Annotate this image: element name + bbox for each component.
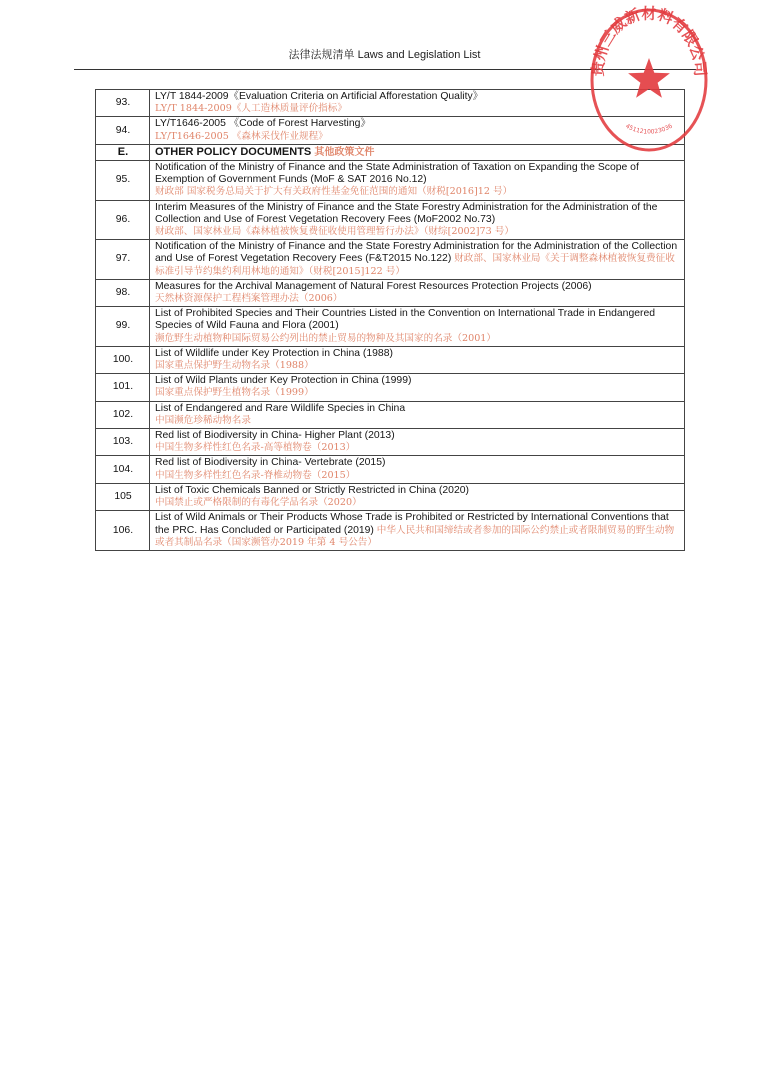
svg-text:贵州三威新材料有限公司: 贵州三威新材料有限公司 (588, 4, 710, 77)
row-number: 95. (96, 161, 150, 201)
document-title-cell (150, 511, 685, 551)
chinese-title: 财政部、国家林业局《关于调整森林植被恢复费征收标准引导节约集约利用林地的通知》（财税[2015]122 号） (155, 253, 675, 277)
row-number: 101. (96, 374, 150, 401)
page-header: 法律法规清单 Laws and Legislation List (288, 49, 481, 61)
english-title: Interim Measures of the Ministry of Finance and the State Forestry Administration for the Administration of the Collection and Use of Forest Vegetation Recovery Fees (MoF2002 No.73) (155, 201, 658, 225)
chinese-title: 中华人民共和国缔结或者参加的国际公约禁止或者限制贸易的野生动物或者其制品名录（国家濒管办2019 年第 4 号公告） (155, 524, 675, 548)
row-number: 99. (96, 307, 150, 347)
row-number: 102. (96, 401, 150, 428)
english-title: Red list of Biodiversity in China- Higher Plant (2013) (155, 430, 395, 442)
english-title: Notification of the Ministry of Finance and the State Administration of Taxation on Expanding the Scope of Exemption of Government Funds (MoF & SAT 2016 No.12) (155, 162, 639, 186)
table-row (96, 374, 685, 401)
row-number: 93. (96, 90, 150, 117)
english-title: List of Wild Plants under Key Protection in China (1999) (155, 375, 412, 387)
laws-table-body (96, 90, 685, 551)
english-title: LY/T 1844-2009《Evaluation Criteria on Artificial Afforestation Quality》 (155, 91, 484, 102)
row-number: 106. (96, 511, 150, 551)
english-title: List of Endangered and Rare Wildlife Species in China (155, 402, 406, 414)
chinese-title: 中国生物多样性红色名录-高等植物卷（2013） (155, 442, 356, 454)
row-number: 94. (96, 117, 150, 144)
english-title: List of Prohibited Species and Their Countries Listed in the Convention on International Trade in Endangered Species of Wild Fauna and Flora (2001) (155, 308, 656, 332)
chinese-title: 中国生物多样性红色名录-脊椎动物卷（2015） (155, 469, 356, 481)
table-row (96, 240, 685, 280)
document-title-cell (150, 374, 685, 401)
row-number: 100. (96, 346, 150, 373)
document-title-cell (150, 346, 685, 373)
chinese-title: LY/T1646-2005 《森林采伐作业规程》 (155, 130, 328, 142)
chinese-title: 财政部、国家林业局《森林植被恢复费征收使用管理暂行办法》（财综[2002]73 号） (155, 226, 514, 238)
english-title: LY/T1646-2005 《Code of Forest Harvesting》 (155, 118, 371, 130)
document-title-cell (150, 279, 685, 306)
laws-table (95, 89, 685, 551)
document-title-cell (150, 200, 685, 240)
document-title-cell (150, 456, 685, 483)
document-title-cell (150, 307, 685, 347)
table-row (96, 161, 685, 201)
document-title-cell (150, 429, 685, 456)
table-row (96, 511, 685, 551)
document-title-cell (150, 161, 685, 201)
english-title: Red list of Biodiversity in China- Vertebrate (2015) (155, 457, 386, 469)
english-title: OTHER POLICY DOCUMENTS (155, 145, 312, 158)
english-title: List of Toxic Chemicals Banned or Strictly Restricted in China (2020) (155, 484, 469, 496)
chinese-title: 天然林资源保护工程档案管理办法（2006） (155, 293, 343, 305)
chinese-title: 国家重点保护野生动物名录（1988） (155, 360, 314, 372)
svg-text:4511210023036: 4511210023036 (624, 122, 674, 136)
table-row (96, 307, 685, 347)
row-number: 97. (96, 240, 150, 280)
row-number: 103. (96, 429, 150, 456)
document-title-cell (150, 483, 685, 510)
chinese-title: 财政部 国家税务总局关于扩大有关政府性基金免征范围的通知（财税[2016]12 号） (155, 186, 513, 198)
chinese-title: 中国禁止或严格限制的有毒化学品名录（2020） (155, 497, 362, 509)
document-title-cell (150, 401, 685, 428)
document-title-cell (150, 240, 685, 280)
table-row (96, 456, 685, 483)
english-title: List of Wildlife under Key Protection in China (1988) (155, 347, 393, 359)
chinese-title: 濒危野生动植物种国际贸易公约列出的禁止贸易的物种及其国家的名录（2001） (155, 332, 497, 344)
table-row (96, 200, 685, 240)
table-row (96, 279, 685, 306)
row-number: 98. (96, 279, 150, 306)
row-number: 104. (96, 456, 150, 483)
english-title: List of Wild Animals or Their Products Whose Trade is Prohibited or Restricted by International Conventions that the PRC. Has Concluded or Participated (2019) (155, 512, 669, 536)
table-row (96, 429, 685, 456)
chinese-title: 国家重点保护野生植物名录（1999） (155, 387, 314, 399)
english-title: Notification of the Ministry of Finance and the State Forestry Administration for the Administration of the Collection and Use of Forest Vegetation Recovery Fees (F&T2015 No.122) (155, 241, 678, 265)
row-number: E. (96, 144, 150, 160)
company-seal-stamp (588, 4, 710, 156)
table-row (96, 346, 685, 373)
row-number: 105 (96, 483, 150, 510)
seal-star-icon (628, 58, 670, 98)
english-title: Measures for the Archival Management of Natural Forest Resources Protection Projects (2006) (155, 280, 592, 292)
table-row (96, 401, 685, 428)
chinese-title: 中国濒危珍稀动物名录 (155, 414, 251, 426)
table-row (96, 483, 685, 510)
row-number: 96. (96, 200, 150, 240)
chinese-title: 其他政策文件 (314, 146, 375, 158)
chinese-title: LY/T 1844-2009《人工造林质量评价指标》 (155, 103, 347, 115)
